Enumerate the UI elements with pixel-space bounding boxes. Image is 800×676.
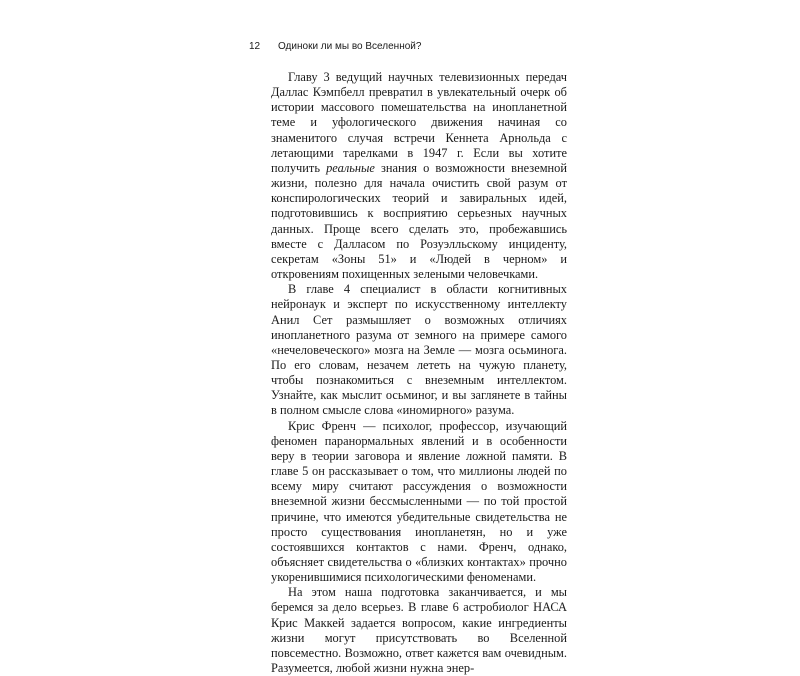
paragraph-4: На этом наша подготовка заканчивается, и мы беремся за дело всерьез. В главе 6 астробиолог НАСА Крис Маккей задается вопросом, какие ингредиенты жизни могут присутствовать во Вселенной повсеместно. Возможно, ответ кажется вам очевидным. Разумеется, любой жизни нужна энер-	[271, 585, 567, 676]
paragraph-1-text-end: знания о возможности внеземной жизни, полезно для начала очистить свой разум от конспирологических теорий и завиральных идей, подготовившись к восприятию серьезных научных данных. Проще всего сделать это, пробежавшись вместе с Далласом по Розуэлльскому инциденту, секретам «Зоны 51» и «Людей в черном» и откровениям похищенных зелеными человечками.	[271, 160, 568, 282]
paragraph-2: В главе 4 специалист в области когнитивных нейронаук и эксперт по искусственному интеллекту Анил Сет размышляет о возможных отличиях инопланетного разума от земного на примере самого «нечеловеческого» мозга на Земле — мозга осьминога. По его словам, незачем лететь на чужую планету, чтобы познакомиться с внеземным интеллектом. Узнайте, как мыслит осьминог, и вы заглянете в тайны в полном смысле слова «иномирного» разума.	[271, 282, 567, 418]
running-head	[249, 41, 421, 53]
page-number: 12	[249, 41, 261, 52]
running-head-title: Одиноки ли мы во Вселенной?	[278, 41, 422, 52]
paragraph-3: Крис Френч — психолог, профессор, изучающий феномен паранормальных явлений и в особенности веру в теории заговора и явление ложной памяти. В главе 5 он рассказывает о том, что миллионы людей по всему миру считают рассуждения о возможности внеземной жизни бессмысленными — по той простой причине, что имеются убедительные свидетельства не просто существования инопланетян, но и уже состоявшихся контактов с нами. Френч, однако, объясняет свидетельства о «близких контактах» прочно укоренившимися психологическими феноменами.	[271, 418, 567, 585]
paragraph-1-text-start: Главу 3 ведущий научных телевизионных передач Даллас Кэмпбелл превратил в увлекательный очерк об истории массового помешательства на инопланетной теме и уфологического движения начиная со знаменитого случая встречи Кеннета Арнольда с летающими тарелками в 1947 г. Если вы хотите получить	[271, 70, 567, 175]
body-text	[271, 70, 567, 676]
paragraph-1-emphasis: реальные	[326, 160, 375, 175]
paragraph-1	[271, 70, 567, 282]
